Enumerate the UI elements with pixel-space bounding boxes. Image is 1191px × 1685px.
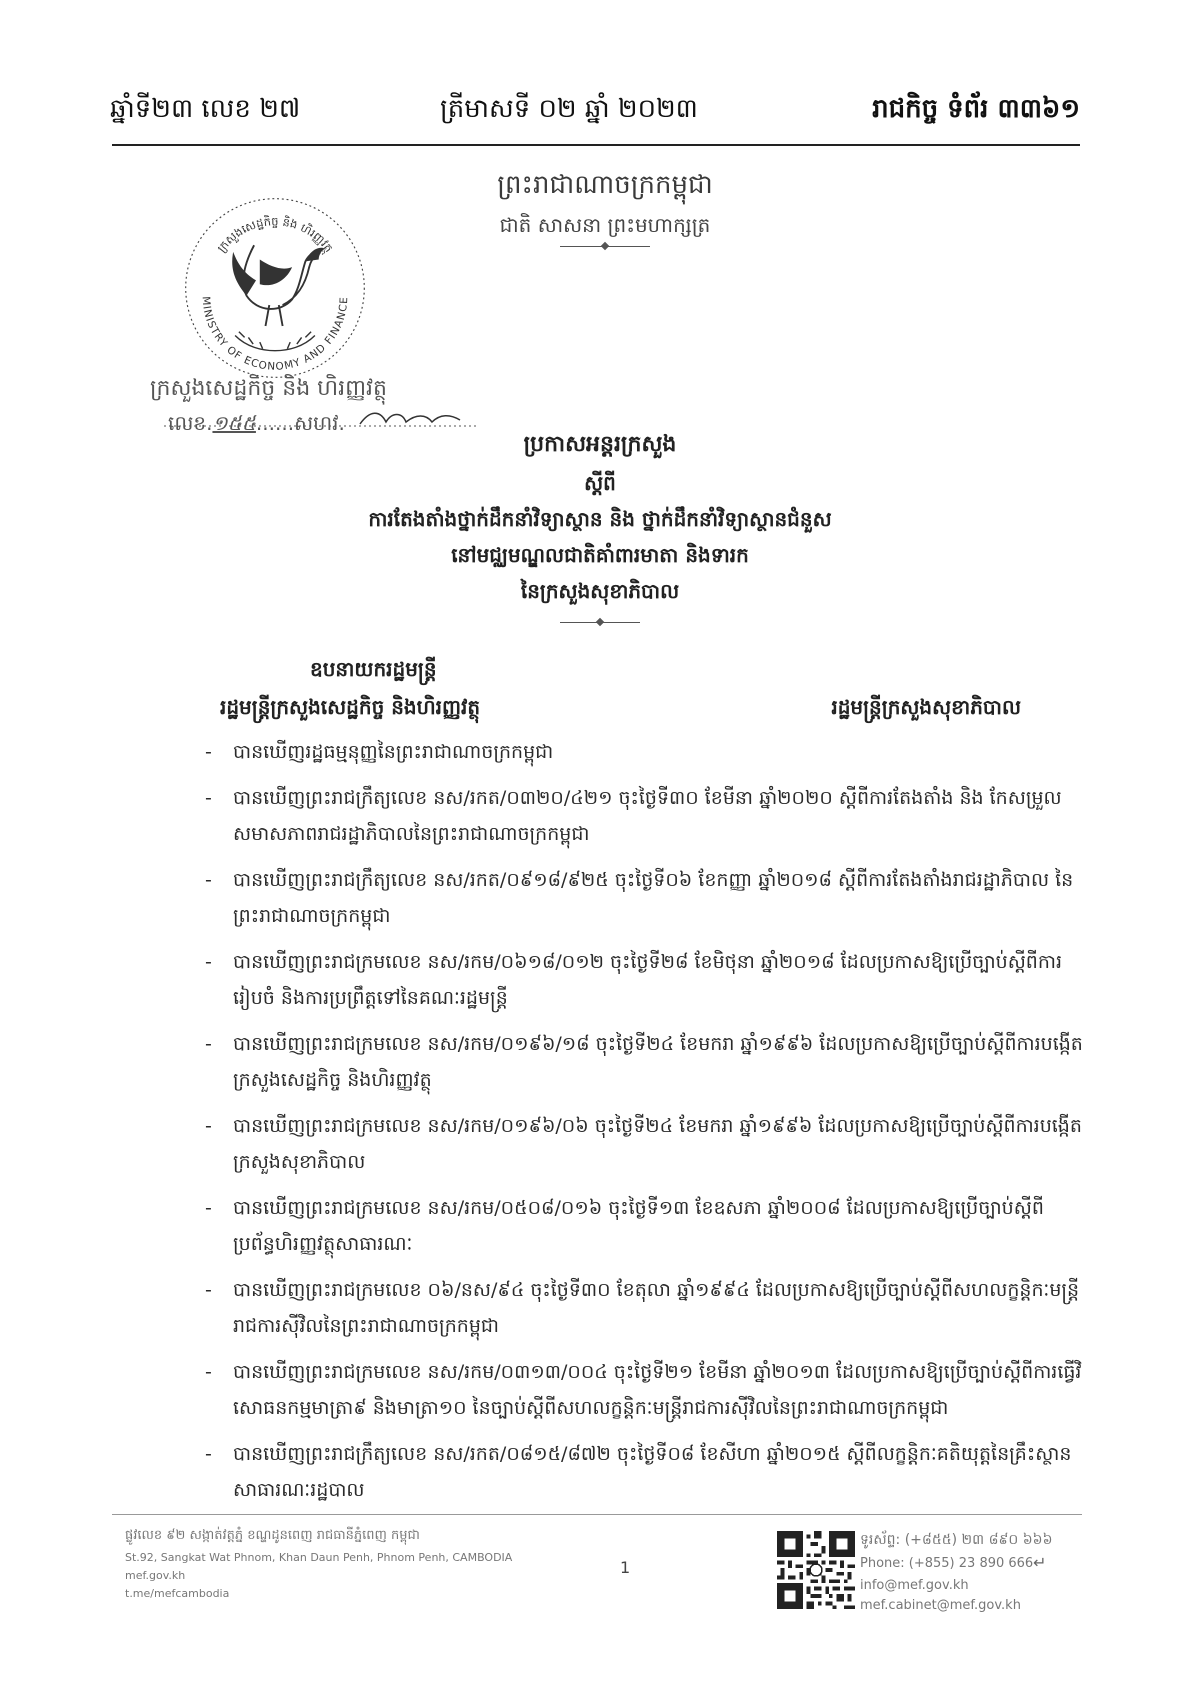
recital-item bbox=[205, 1272, 1085, 1344]
motto-ornament bbox=[560, 246, 650, 247]
recital-dash: - bbox=[205, 1361, 212, 1383]
recital-dash: - bbox=[205, 1279, 212, 1301]
recital-item bbox=[205, 1354, 1085, 1426]
recital-dash: - bbox=[205, 869, 212, 891]
recital-text: បានឃើញព្រះរាជក្រមលេខ នស/រកម/០៥០៨/០១៦ ចុះថ្ងៃទី១៣ ខែឧសភា ឆ្នាំ២០០៨ ដែលប្រកាសឱ្យប្រើច្បាប់ស្តីពីប្រព័ន្ធហិរញ្ញវត្ថុសាធារណៈ bbox=[233, 1197, 1044, 1255]
page-number: 1 bbox=[620, 1558, 631, 1577]
arrow-icon: ↵ bbox=[1033, 1553, 1047, 1572]
qr-code-icon bbox=[777, 1531, 855, 1609]
recital-text: បានឃើញរដ្ឋធម្មនុញ្ញនៃព្រះរាជាណាចក្រកម្ពុជា bbox=[233, 741, 554, 763]
gazette-header bbox=[110, 92, 1080, 142]
recital-text: បានឃើញព្រះរាជក្រឹត្យលេខ នស/រកត/០៩១៨/៩២៥ ចុះថ្ងៃទី០៦ ខែកញ្ញា ឆ្នាំ២០១៨ ស្តីពីការតែងតាំងរាជរដ្ឋាភិបាល នៃព្រះរាជាណាចក្រកម្ពុជា bbox=[233, 869, 1074, 927]
recital-dash: - bbox=[205, 787, 212, 809]
reference-suffix: ......សហវ. bbox=[255, 411, 345, 435]
recital-text: បានឃើញព្រះរាជក្រមលេខ នស/រកម/០៣១៣/០០៤ ចុះថ្ងៃទី២១ ខែមីនា ឆ្នាំ២០១៣ ដែលប្រកាសឱ្យប្រើច្បាប់ស្តីពីការធ្វើវិសោធនកម្មមាត្រា៩ និងមាត្រា១០ នៃច្បាប់ស្តីពីសហលក្ខន្តិកៈមន្ត្រីរាជការស៊ីវិលនៃព្រះរាជាណាចក្រកម្ពុជា bbox=[233, 1361, 1082, 1419]
recital-item bbox=[205, 1190, 1085, 1262]
recital-item bbox=[205, 780, 1085, 852]
document-subject-line-3: នៃក្រសួងសុខាភិបាល bbox=[520, 579, 680, 603]
reference-number: ១៥៥ bbox=[212, 411, 256, 435]
reference-label: លេខ. bbox=[168, 411, 213, 435]
footer-telegram-link[interactable]: t.me/mefcambodia bbox=[125, 1587, 230, 1600]
kingdom-title: ព្រះរាជាណាចក្រកម្ពុជា bbox=[497, 170, 713, 200]
seal-english-text: MINISTRY OF ECONOMY AND FINANCE bbox=[199, 295, 351, 373]
document-type-title: ប្រកាសអន្តរក្រសួង bbox=[523, 432, 677, 457]
recital-dash: - bbox=[205, 741, 212, 763]
footer-divider bbox=[112, 1514, 1082, 1515]
seal-khmer-text: ក្រសួងសេដ្ឋកិច្ច និង ហិរញ្ញវត្ថុ bbox=[214, 214, 336, 255]
recital-dash: - bbox=[205, 1443, 212, 1465]
reference-handwriting bbox=[160, 406, 480, 430]
footer-address-english: St.92, Sangkat Wat Phnom, Khan Daun Penh, Phnom Penh, CAMBODIA bbox=[125, 1551, 513, 1564]
recital-dash: - bbox=[205, 1115, 212, 1137]
recital-dash: - bbox=[205, 1033, 212, 1055]
recital-item bbox=[205, 1108, 1085, 1180]
footer-address-khmer: ផ្លូវលេខ ៩២ សង្កាត់វត្តភ្នំ ខណ្ឌដូនពេញ រាជធានីភ្នំពេញ កម្ពុជា bbox=[125, 1528, 420, 1543]
recital-text: បានឃើញព្រះរាជក្រមលេខ នស/រកម/០១៩៦/១៨ ចុះថ្ងៃទី២៤ ខែមករា ឆ្នាំ១៩៩៦ ដែលប្រកាសឱ្យប្រើច្បាប់ស្តីពីការបង្កើតក្រសួងសេដ្ឋកិច្ច និងហិរញ្ញវត្ថុ bbox=[233, 1033, 1083, 1091]
footer-phone-english: Phone: (+855) 23 890 666 bbox=[860, 1556, 1034, 1571]
recital-text: បានឃើញព្រះរាជក្រឹត្យលេខ នស/រកត/០៣២០/៤២១ ចុះថ្ងៃទី៣០ ខែមីនា ឆ្នាំ២០២០ ស្តីពីការតែងតាំង និង កែសម្រួលសមាសភាពរាជរដ្ឋាភិបាលនៃព្រះរាជាណាចក្រកម្ពុជា bbox=[233, 787, 1062, 845]
footer-phone-khmer: ទូរស័ព្ទ: (+៨៥៥) ២៣ ៨៩០ ៦៦៦ bbox=[860, 1532, 1053, 1548]
footer-email-link[interactable]: info@mef.gov.kh bbox=[860, 1578, 969, 1593]
recital-item bbox=[205, 1026, 1085, 1098]
recitals-list bbox=[205, 734, 1085, 1518]
signatory-minister-health: រដ្ឋមន្ត្រីក្រសួងសុខាភិបាល bbox=[831, 695, 1021, 719]
recital-dash: - bbox=[205, 1197, 212, 1219]
title-ornament bbox=[560, 622, 640, 623]
document-subject-label: ស្តីពី bbox=[584, 471, 616, 495]
svg-text:MINISTRY OF ECONOMY AND FINANC bbox=[200, 296, 351, 373]
recital-text: បានឃើញព្រះរាជក្រមលេខ នស/រកម/០១៩៦/០៦ ចុះថ្ងៃទី២៤ ខែមករា ឆ្នាំ១៩៩៦ ដែលប្រកាសឱ្យប្រើច្បាប់ស្តីពីការបង្កើតក្រសួងសុខាភិបាល bbox=[233, 1115, 1082, 1173]
document-subject-line-1: ការតែងតាំងថ្នាក់ដឹកនាំវិទ្យាស្ថាន និង ថ្នាក់ដឹកនាំវិទ្យាស្ថានជំនួស bbox=[368, 507, 832, 531]
recital-item bbox=[205, 944, 1085, 1016]
document-subject-line-2: នៅមជ្ឈមណ្ឌលជាតិគាំពារមាតា និងទារក bbox=[451, 543, 749, 567]
footer-email-cabinet-link[interactable]: mef.cabinet@mef.gov.kh bbox=[860, 1598, 1021, 1613]
ministry-seal-logo bbox=[180, 193, 370, 383]
gazette-year-issue: ឆ្នាំទី២៣ លេខ ២៧ bbox=[110, 94, 301, 124]
recital-text: បានឃើញព្រះរាជក្រមលេខ នស/រកម/០៦១៨/០១២ ចុះថ្ងៃទី២៨ ខែមិថុនា ឆ្នាំ២០១៨ ដែលប្រកាសឱ្យប្រើច្បាប់ស្តីពីការរៀបចំ និងការប្រព្រឹត្តទៅនៃគណៈរដ្ឋមន្ត្រី bbox=[233, 951, 1062, 1009]
gazette-page: រាជកិច្ច ទំព័រ ៣៣៦១ bbox=[872, 94, 1080, 124]
signatory-minister-economy-finance: រដ្ឋមន្ត្រីក្រសួងសេដ្ឋកិច្ច និងហិរញ្ញវត្ថុ bbox=[220, 695, 481, 719]
recital-text: បានឃើញព្រះរាជក្រមលេខ ០៦/នស/៩៤ ចុះថ្ងៃទី៣០ ខែតុលា ឆ្នាំ១៩៩៤ ដែលប្រកាសឱ្យប្រើច្បាប់ស្តីពីសហលក្ខន្តិកៈមន្ត្រីរាជការស៊ីវិលនៃព្រះរាជាណាចក្រកម្ពុជា bbox=[233, 1279, 1080, 1337]
ministry-name: ក្រសួងសេដ្ឋកិច្ច និង ហិរញ្ញវត្ថុ bbox=[150, 376, 387, 401]
recital-item bbox=[205, 1436, 1085, 1508]
footer-website-link[interactable]: mef.gov.kh bbox=[125, 1569, 186, 1582]
recital-dash: - bbox=[205, 951, 212, 973]
recital-item bbox=[205, 862, 1085, 934]
gazette-quarter: ត្រីមាសទី ០២ ឆ្នាំ ២០២៣ bbox=[440, 94, 698, 124]
recital-item bbox=[205, 734, 1085, 770]
recital-text: បានឃើញព្រះរាជក្រឹត្យលេខ នស/រកត/០៨១៥/៨៧២ ចុះថ្ងៃទី០៨ ខែសីហា ឆ្នាំ២០១៥ ស្តីពីលក្ខន្តិកៈគតិយុត្តនៃគ្រឹះស្ថានសាធារណៈរដ្ឋបាល bbox=[233, 1443, 1072, 1501]
signatory-deputy-prime-minister: ឧបនាយករដ្ឋមន្ត្រី bbox=[310, 657, 437, 681]
kingdom-motto: ជាតិ សាសនា ព្រះមហាក្សត្រ bbox=[499, 213, 711, 237]
header-divider bbox=[112, 144, 1080, 146]
